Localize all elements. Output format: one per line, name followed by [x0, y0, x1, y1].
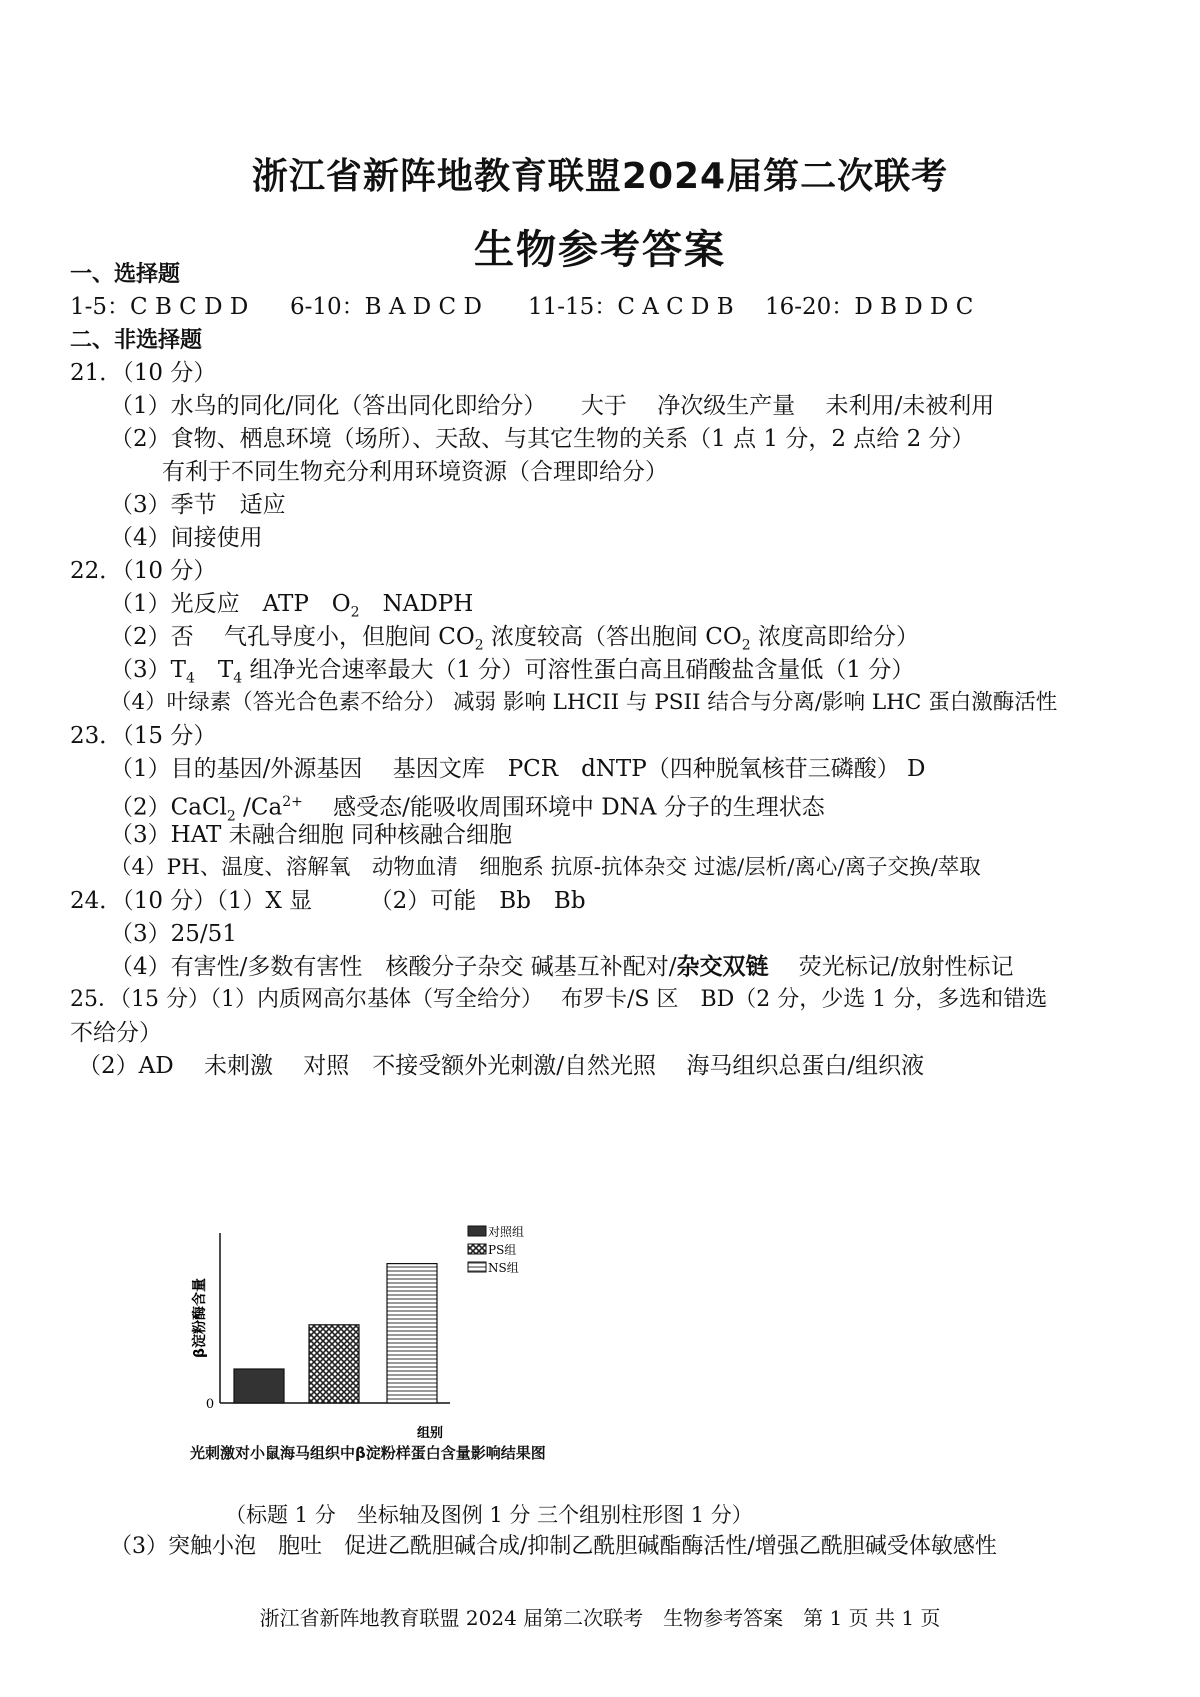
- superscript: 2+: [282, 794, 303, 810]
- q24-part4-text: （4）有害性/多数有害性 核酸分子杂交 碱基互补配对/: [110, 954, 677, 980]
- q21-part2: （2）食物、栖息环境（场所）、天敌、与其它生物的关系（1 点 1 分，2 点给 2 分）: [110, 426, 975, 452]
- section-heading-choice: 一、选择题: [70, 262, 181, 287]
- q23-part2-text: （2）CaCl: [110, 794, 227, 821]
- subscript: 4: [185, 670, 195, 687]
- choice-group-range: 1-5：: [70, 294, 131, 320]
- bar-2: [309, 1325, 359, 1403]
- bar-3: [387, 1264, 437, 1403]
- subscript: 2: [350, 604, 360, 621]
- page-footer: 浙江省新阵地教育联盟 2024 届第二次联考 生物参考答案 第 1 页 共 1 页: [259, 1606, 941, 1630]
- x-axis-label: 组别: [416, 1426, 444, 1441]
- page-title: 浙江省新阵地教育联盟2024届第二次联考: [251, 156, 949, 197]
- q23-part2-text: 感受态/能吸收周围环境中 DNA 分子的生理状态: [302, 794, 825, 821]
- question-24-head: 24．（10 分）（1）X 显 （2）可能 Bb Bb: [70, 888, 586, 914]
- choice-group-answers: C B C D D: [130, 294, 249, 320]
- q25-part3: （3）突触小泡 胞吐 促进乙酰胆碱合成/抑制乙酰胆碱酯酶活性/增强乙酰胆碱受体敏感性: [110, 1534, 997, 1559]
- choice-answers-row: [765, 292, 973, 322]
- section-heading-nonchoice: 二、非选择题: [70, 328, 203, 353]
- q22-part3-text: 组净光合速率最大（1 分）可溶性蛋白高且硝酸盐含量低（1 分）: [242, 657, 915, 683]
- q23-part2-text: /Ca: [235, 794, 283, 821]
- question-23-head: 23．（15 分）: [70, 723, 217, 749]
- choice-answers-row: [290, 292, 482, 322]
- q23-part4: （4）PH、温度、溶解氧 动物血清 细胞系 抗原-抗体杂交 过滤/层析/离心/离子交换/萃取: [110, 855, 981, 880]
- q22-part2-text: 浓度高即给分）: [750, 624, 919, 650]
- subscript: 2: [474, 637, 484, 654]
- q25-part2: （2）AD 未刺激 对照 不接受额外光刺激/自然光照 海马组织总蛋白/组织液: [78, 1053, 925, 1079]
- legend-label: PS组: [488, 1243, 517, 1257]
- subscript: 2: [226, 808, 236, 825]
- subscript: 2: [741, 637, 751, 654]
- q22-part3-text: T: [194, 657, 234, 683]
- q21-part4: （4）间接使用: [110, 525, 263, 551]
- choice-group-range: 6-10：: [290, 294, 365, 320]
- q23-part3: （3）HAT 未融合细胞 同种核融合细胞: [110, 822, 513, 848]
- question-21-head: 21．（10 分）: [70, 360, 217, 386]
- choice-group-answers: B A D C D: [364, 294, 482, 320]
- q24-part3: （3）25/51: [110, 921, 237, 947]
- q22-part4: （4）叶绿素（答光合色素不给分） 减弱 影响 LHCII 与 PSII 结合与分离/影响 LHC 蛋白激酶活性: [110, 690, 1058, 715]
- q23-part1: （1）目的基因/外源基因 基因文库 PCR dNTP（四种脱氧核苷三磷酸） D: [110, 756, 926, 782]
- legend-swatch: [468, 1262, 486, 1272]
- question-25-head: 25．（15 分）（1）内质网高尔基体（写全给分） 布罗卡/S 区 BD（2 分，少选 1 分，多选和错选: [70, 987, 1048, 1012]
- q22-part1-text: NADPH: [359, 591, 474, 617]
- q24-part4: [110, 952, 1014, 982]
- q25-scoring-note: （标题 1 分 坐标轴及图例 1 分 三个组别柱形图 1 分）: [225, 1503, 753, 1527]
- page-subtitle: 生物参考答案: [474, 227, 726, 273]
- legend-swatch: [468, 1226, 486, 1236]
- legend-label: NS组: [488, 1261, 519, 1275]
- legend-swatch: [468, 1244, 486, 1254]
- choice-group-answers: D B D D C: [854, 294, 974, 320]
- q22-part2-text: 浓度较高（答出胞间 CO: [483, 624, 742, 650]
- q21-part3: （3）季节 适应: [110, 492, 286, 518]
- q22-part3-text: （3）T: [110, 657, 186, 683]
- choice-answers-row: [70, 292, 248, 322]
- choice-group-range: 11-15：: [528, 294, 618, 320]
- question-22-head: 22．（10 分）: [70, 558, 217, 584]
- origin-label: 0: [205, 1397, 215, 1412]
- choice-group-range: 16-20：: [765, 294, 855, 320]
- q24-part4-bold: 杂交双链: [676, 953, 769, 980]
- q22-part2-text: （2）否 气孔导度小，但胞间 CO: [110, 624, 475, 650]
- bar-chart: [182, 1218, 642, 1448]
- chart-title: 光刺激对小鼠海马组织中β淀粉样蛋白含量影响结果图: [190, 1444, 546, 1462]
- y-axis-label: β淀粉酶含量: [192, 1277, 208, 1359]
- legend-label: 对照组: [488, 1225, 525, 1239]
- bar-1: [234, 1369, 284, 1403]
- q21-part2b: 有利于不同生物充分利用环境资源（合理即给分）: [162, 459, 668, 485]
- q22-part1-text: （1）光反应 ATP O: [110, 591, 351, 617]
- q21-part1: （1）水鸟的同化/同化（答出同化即给分） 大于 净次级生产量 未利用/未被利用: [110, 393, 995, 419]
- choice-answers-row: [528, 292, 734, 322]
- q24-part4-text: 荧光标记/放射性标记: [768, 954, 1014, 980]
- choice-group-answers: C A C D B: [617, 294, 734, 320]
- question-25-head-cont: 不给分）: [70, 1020, 162, 1046]
- subscript: 4: [233, 670, 243, 687]
